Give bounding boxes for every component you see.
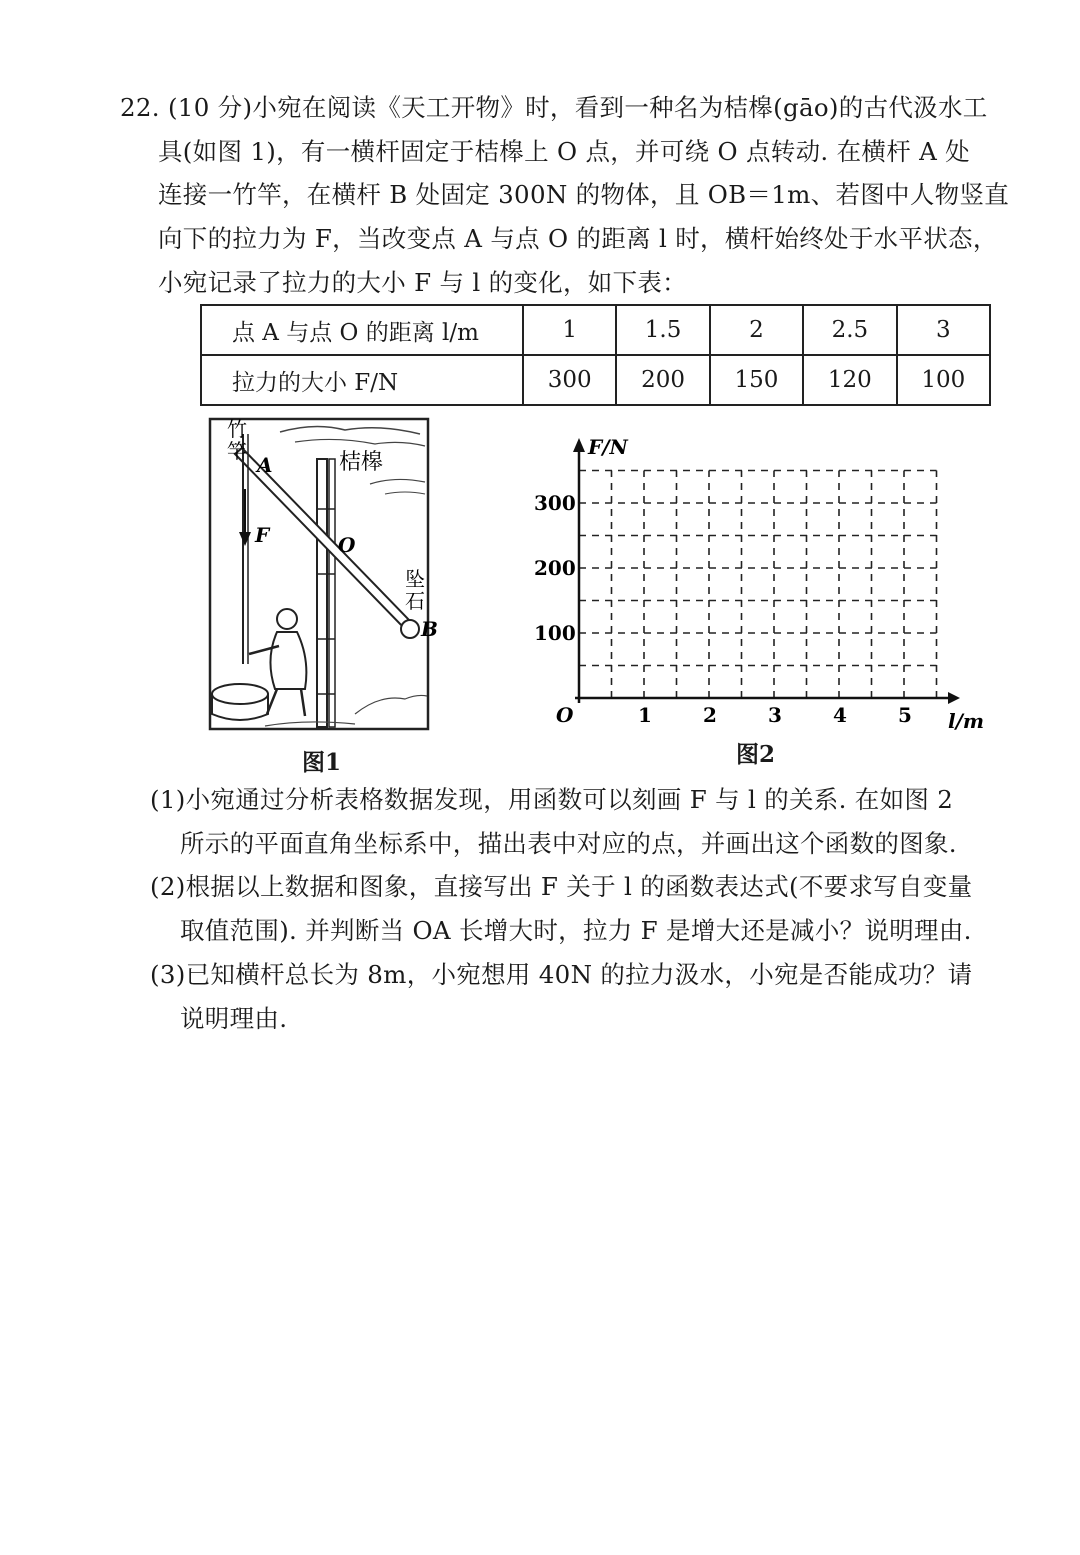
question-line-5: (3)已知横杆总长为 8m，小宛想用 40N 的拉力汲水，小宛是否能成功？请 <box>150 960 973 989</box>
label-b: B <box>421 617 438 641</box>
problem-line-5: 小宛记录了拉力的大小 F 与 l 的变化，如下表： <box>158 268 687 297</box>
stone-weight <box>401 620 419 638</box>
person-head <box>277 609 297 629</box>
cloud-decoration <box>280 426 420 434</box>
problem-line-4: 向下的拉力为 F，当改变点 A 与点 O 的距离 l 时，横杆始终处于水平状态， <box>158 224 998 253</box>
ground-line <box>265 722 355 726</box>
table-cell: 150 <box>710 355 803 405</box>
x-axis-label: l/m <box>948 709 985 733</box>
problem-line-2: 具(如图 1)，有一横杆固定于桔槔上 O 点，并可绕 O 点转动. 在横杆 A 处 <box>158 137 970 166</box>
label-bamboo-1: 竹 <box>227 417 247 441</box>
table-cell: 1 <box>523 305 616 355</box>
force-arrowhead <box>239 532 251 546</box>
table-row <box>201 305 990 355</box>
table-cell: 200 <box>616 355 709 405</box>
y-tick-label: 100 <box>534 621 576 645</box>
label-stone-1: 坠 <box>405 567 425 591</box>
well <box>212 684 268 704</box>
figure2-grid <box>520 428 1000 738</box>
table-row <box>201 355 990 405</box>
table-cell: 3 <box>897 305 990 355</box>
x-tick-label: 3 <box>768 703 782 727</box>
x-tick-label: 1 <box>638 703 652 727</box>
data-table <box>200 304 991 406</box>
figure2-caption: 图2 <box>736 741 776 768</box>
question-line-2: 所示的平面直角坐标系中，描出表中对应的点，并画出这个函数的图象. <box>180 829 957 858</box>
label-a: A <box>257 453 273 477</box>
gaolao-post <box>329 459 335 727</box>
person-body <box>270 632 306 689</box>
cloud-decoration <box>370 479 425 484</box>
ground-line <box>355 695 427 714</box>
table-cell: 2.5 <box>803 305 896 355</box>
cloud-decoration <box>385 492 425 494</box>
y-tick-label: 300 <box>534 491 576 515</box>
table-header-force: 拉力的大小 F/N <box>201 355 523 405</box>
origin-label: O <box>556 703 574 727</box>
x-tick-label: 2 <box>703 703 717 727</box>
question-line-4: 取值范围). 并判断当 OA 长增大时，拉力 F 是增大还是减小？说明理由. <box>180 916 972 945</box>
gaolao-post <box>317 459 327 727</box>
label-stone-2: 石 <box>405 589 425 613</box>
figure1-illustration <box>205 414 438 736</box>
question-line-6: 说明理由. <box>180 1004 288 1033</box>
person-legs <box>267 689 305 716</box>
x-tick-label: 4 <box>833 703 847 727</box>
figure1-caption: 图1 <box>302 749 342 776</box>
table-cell: 2 <box>710 305 803 355</box>
x-tick-label: 5 <box>898 703 912 727</box>
cloud-decoration <box>295 439 425 446</box>
y-axis-label: F/N <box>588 435 628 459</box>
y-tick-label: 200 <box>534 556 576 580</box>
x-axis-arrow <box>948 692 960 704</box>
table-cell: 100 <box>897 355 990 405</box>
table-cell: 300 <box>523 355 616 405</box>
question-line-1: (1)小宛通过分析表格数据发现，用函数可以刻画 F 与 l 的关系. 在如图 2 <box>150 785 954 814</box>
grid-lines <box>579 471 937 699</box>
table-cell: 120 <box>803 355 896 405</box>
label-f: F <box>255 523 270 547</box>
y-axis-arrow <box>573 438 585 452</box>
label-gaolao: 桔槔 <box>339 450 384 475</box>
problem-line-1: 22. (10 分)小宛在阅读《天工开物》时，看到一种名为桔槔(gāo)的古代汲水工 <box>120 93 988 122</box>
label-o: O <box>338 533 356 557</box>
table-header-distance: 点 A 与点 O 的距离 l/m <box>201 305 523 355</box>
problem-line-3: 连接一竹竿，在横杆 B 处固定 300N 的物体，且 OB＝1m、若图中人物竖直 <box>158 180 1010 209</box>
label-bamboo-2: 竿 <box>227 439 247 463</box>
question-line-3: (2)根据以上数据和图象，直接写出 F 关于 l 的函数表达式(不要求写自变量 <box>150 872 973 901</box>
table-cell: 1.5 <box>616 305 709 355</box>
